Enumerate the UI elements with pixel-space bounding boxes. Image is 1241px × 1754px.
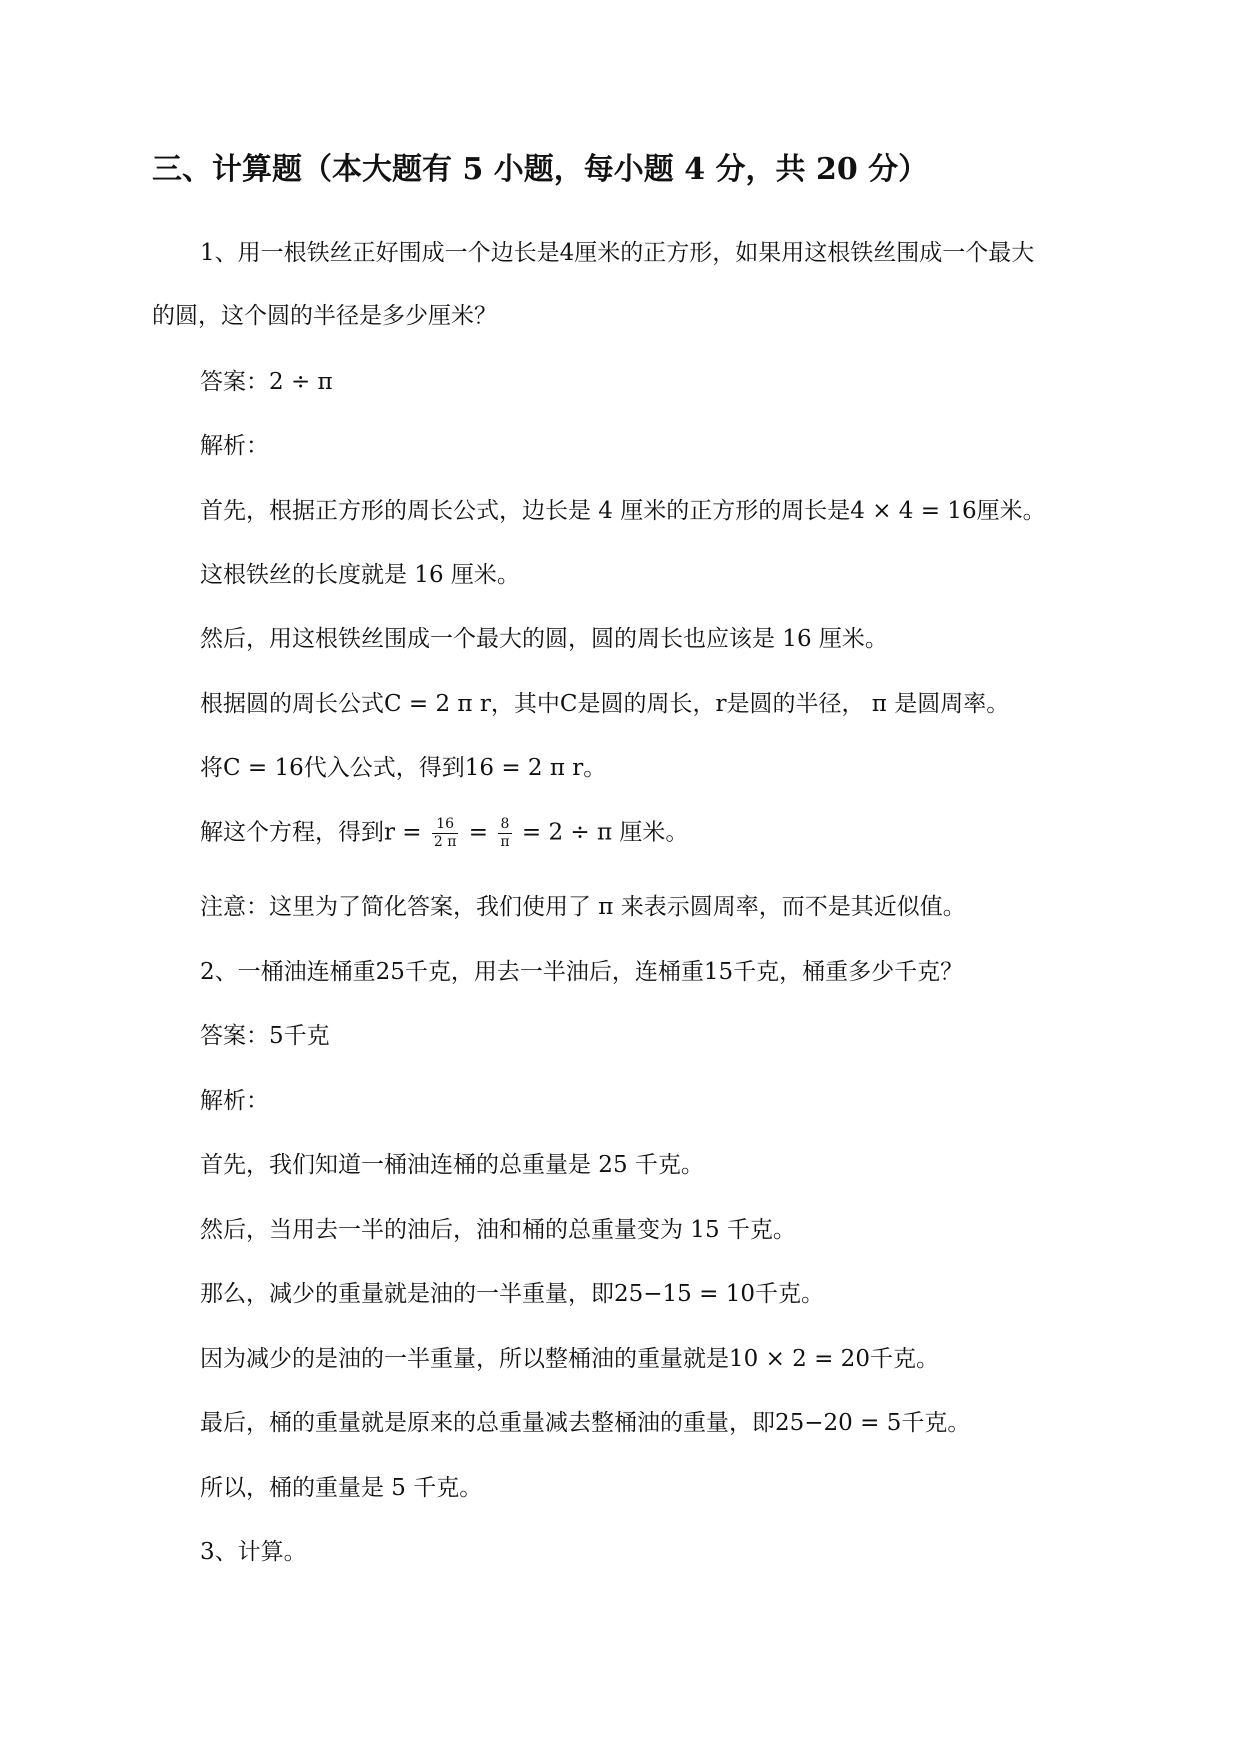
fraction-numerator: 8: [498, 816, 511, 834]
fraction-denominator: 2 π: [433, 834, 457, 850]
equals-sign: =: [468, 819, 489, 846]
fraction-8-over-pi: [498, 816, 511, 851]
q1-analysis-label: 解析：: [200, 433, 269, 459]
q1-step: 然后，用这根铁丝围成一个最大的圆，圆的周长也应该是 16 厘米。: [200, 626, 888, 652]
q1-solve-prefix: 解这个方程，得到r =: [200, 819, 422, 846]
q1-question-line2: 的圆，这个圆的半径是多少厘米？: [152, 303, 497, 329]
q2-step: 因为减少的是油的一半重量，所以整桶油的重量就是10 × 2 = 20千克。: [200, 1346, 939, 1372]
q2-answer: 答案：5千克: [200, 1023, 330, 1049]
fraction-denominator: π: [500, 834, 510, 850]
q1-question-line1: 1、用一根铁丝正好围成一个边长是4厘米的正方形，如果用这根铁丝围成一个最大: [200, 240, 1035, 266]
q2-step: 那么，减少的重量就是油的一半重量，即25−15 = 10千克。: [200, 1281, 824, 1307]
q2-step: 最后，桶的重量就是原来的总重量减去整桶油的重量，即25−20 = 5千克。: [200, 1410, 971, 1436]
q1-step: 将C = 16代入公式，得到16 = 2 π r。: [200, 755, 607, 781]
q1-step: 根据圆的周长公式C = 2 π r，其中C是圆的周长，r是圆的半径， π 是圆周率。: [200, 691, 1010, 717]
q1-step: 这根铁丝的长度就是 16 厘米。: [200, 562, 520, 588]
q2-step: 所以，桶的重量是 5 千克。: [200, 1475, 483, 1501]
q1-answer: 答案：2 ÷ π: [200, 369, 333, 395]
q1-solve-line: [200, 816, 688, 851]
fraction-numerator: 16: [432, 816, 459, 834]
fraction-16-over-2pi: [432, 816, 459, 851]
q1-solve-suffix: = 2 ÷ π 厘米。: [521, 819, 689, 846]
q2-step: 然后，当用去一半的油后，油和桶的总重量变为 15 千克。: [200, 1217, 796, 1243]
q2-step: 首先，我们知道一桶油连桶的总重量是 25 千克。: [200, 1152, 704, 1178]
q1-note: 注意：这里为了简化答案，我们使用了 π 来表示圆周率，而不是其近似值。: [200, 894, 966, 920]
q3-question: 3、计算。: [200, 1539, 307, 1565]
q2-question: 2、一桶油连桶重25千克，用去一半油后，连桶重15千克，桶重多少千克？: [200, 959, 964, 985]
q2-analysis-label: 解析：: [200, 1088, 269, 1114]
q1-step: 首先，根据正方形的周长公式，边长是 4 厘米的正方形的周长是4 × 4 = 16厘米。: [200, 498, 1046, 524]
section-heading: 三、计算题（本大题有 5 小题，每小题 4 分，共 20 分）: [152, 152, 929, 187]
